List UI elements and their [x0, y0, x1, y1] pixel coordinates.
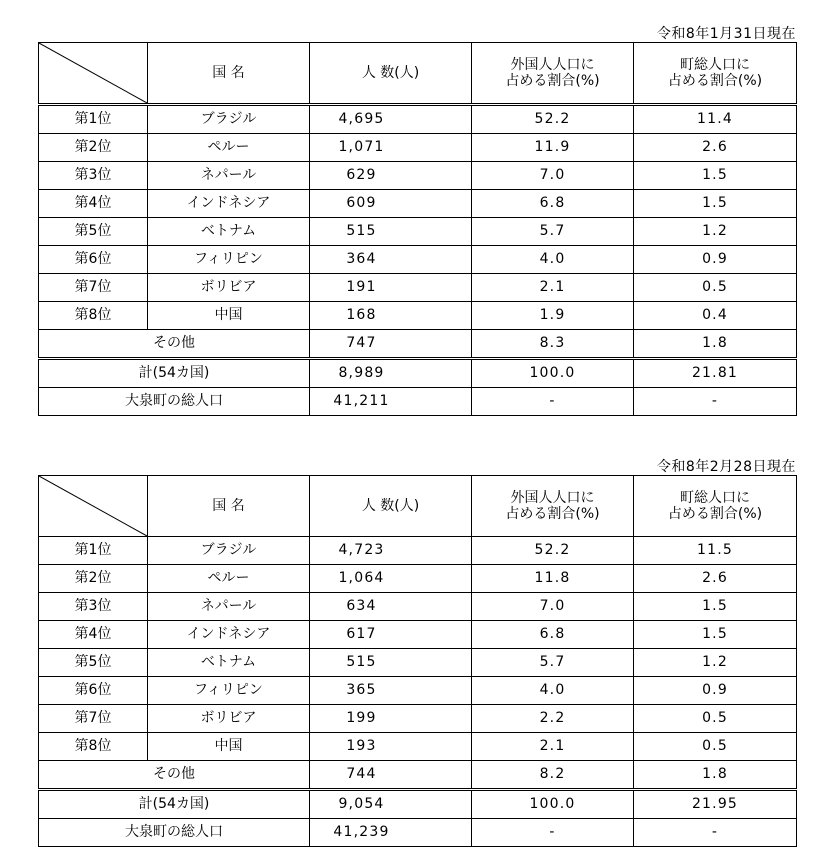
other-foreign-pct: 8.3 — [472, 330, 634, 359]
table-row — [39, 593, 797, 621]
town-town-pct: - — [634, 388, 797, 416]
country-cell: ネパール — [148, 593, 310, 621]
header-people: 人 数(人) — [310, 476, 472, 537]
header-town-ratio-line2: 占める割合(%) — [667, 73, 763, 89]
foreign-pct-cell: 5.7 — [472, 218, 634, 246]
country-cell: ベトナム — [148, 218, 310, 246]
country-cell: ペルー — [148, 565, 310, 593]
town-pct-cell: 1.5 — [634, 162, 797, 190]
header-foreign-ratio — [472, 43, 634, 105]
town-row — [39, 388, 797, 416]
header-foreign-ratio-line2: 占める割合(%) — [505, 506, 600, 522]
header-country: 国 名 — [148, 43, 310, 105]
table-row — [39, 218, 797, 246]
rank-cell: 第5位 — [39, 649, 148, 677]
total-label: 計(54カ国) — [39, 790, 310, 819]
table-row — [39, 274, 797, 302]
country-cell: 中国 — [148, 733, 310, 761]
diagonal-line — [39, 43, 147, 103]
total-foreign-pct: 100.0 — [472, 359, 634, 388]
people-cell: 168 — [310, 302, 472, 330]
header-town-ratio-line1: 町総人口に — [680, 489, 750, 506]
foreign-pct-cell: 7.0 — [472, 593, 634, 621]
total-row — [39, 790, 797, 819]
rank-cell: 第4位 — [39, 621, 148, 649]
country-cell: ブラジル — [148, 105, 310, 134]
country-cell: フィリピン — [148, 677, 310, 705]
rank-cell: 第1位 — [39, 105, 148, 134]
rank-cell: 第5位 — [39, 218, 148, 246]
country-cell: インドネシア — [148, 621, 310, 649]
foreign-pct-cell: 7.0 — [472, 162, 634, 190]
foreign-pct-cell: 52.2 — [472, 537, 634, 565]
table-row — [39, 246, 797, 274]
header-row — [39, 43, 797, 105]
rank-cell: 第3位 — [39, 162, 148, 190]
other-town-pct: 1.8 — [634, 761, 797, 790]
foreign-pct-cell: 4.0 — [472, 677, 634, 705]
other-people: 744 — [310, 761, 472, 790]
total-label: 計(54カ国) — [39, 359, 310, 388]
corner-cell — [39, 476, 148, 537]
table-row — [39, 537, 797, 565]
header-foreign-ratio-line1: 外国人人口に — [510, 489, 595, 506]
header-town-ratio — [634, 476, 797, 537]
people-cell: 365 — [310, 677, 472, 705]
total-people: 8,989 — [310, 359, 472, 388]
foreign-pct-cell: 5.7 — [472, 649, 634, 677]
table-row — [39, 190, 797, 218]
town-pct-cell: 11.4 — [634, 105, 797, 134]
country-cell: ボリビア — [148, 705, 310, 733]
people-cell: 629 — [310, 162, 472, 190]
town-pct-cell: 1.5 — [634, 621, 797, 649]
people-cell: 515 — [310, 218, 472, 246]
town-pct-cell: 0.5 — [634, 274, 797, 302]
town-town-pct: - — [634, 819, 797, 847]
town-pct-cell: 1.2 — [634, 649, 797, 677]
people-cell: 4,723 — [310, 537, 472, 565]
other-row — [39, 761, 797, 790]
other-label: その他 — [39, 330, 310, 359]
people-cell: 199 — [310, 705, 472, 733]
town-foreign-pct: - — [472, 388, 634, 416]
foreign-pct-cell: 1.9 — [472, 302, 634, 330]
town-pct-cell: 0.4 — [634, 302, 797, 330]
town-pct-cell: 2.6 — [634, 565, 797, 593]
rank-cell: 第2位 — [39, 565, 148, 593]
rank-cell: 第7位 — [39, 274, 148, 302]
rank-cell: 第8位 — [39, 302, 148, 330]
town-row — [39, 819, 797, 847]
other-row — [39, 330, 797, 359]
people-cell: 515 — [310, 649, 472, 677]
town-pct-cell: 0.5 — [634, 705, 797, 733]
header-people: 人 数(人) — [310, 43, 472, 105]
table-row — [39, 621, 797, 649]
header-foreign-ratio — [472, 476, 634, 537]
country-cell: 中国 — [148, 302, 310, 330]
country-cell: ベトナム — [148, 649, 310, 677]
table-row — [39, 302, 797, 330]
people-cell: 4,695 — [310, 105, 472, 134]
people-cell: 364 — [310, 246, 472, 274]
country-cell: ボリビア — [148, 274, 310, 302]
rank-cell: 第6位 — [39, 677, 148, 705]
people-cell: 634 — [310, 593, 472, 621]
foreign-pct-cell: 2.1 — [472, 733, 634, 761]
other-town-pct: 1.8 — [634, 330, 797, 359]
foreign-pct-cell: 6.8 — [472, 190, 634, 218]
table-date: 令和8年2月28日現在 — [656, 459, 796, 475]
foreign-pct-cell: 11.8 — [472, 565, 634, 593]
town-pct-cell: 1.2 — [634, 218, 797, 246]
people-cell: 191 — [310, 274, 472, 302]
people-cell: 609 — [310, 190, 472, 218]
header-country: 国 名 — [148, 476, 310, 537]
people-cell: 617 — [310, 621, 472, 649]
rank-cell: 第4位 — [39, 190, 148, 218]
table-row — [39, 162, 797, 190]
header-town-ratio-line2: 占める割合(%) — [667, 506, 763, 522]
town-pct-cell: 0.9 — [634, 677, 797, 705]
rank-cell: 第2位 — [39, 134, 148, 162]
population-table — [38, 42, 797, 416]
other-people: 747 — [310, 330, 472, 359]
table-row — [39, 677, 797, 705]
table-row — [39, 105, 797, 134]
header-town-ratio-line1: 町総人口に — [680, 56, 750, 73]
table-date: 令和8年1月31日現在 — [656, 26, 796, 42]
other-label: その他 — [39, 761, 310, 790]
country-cell: ブラジル — [148, 537, 310, 565]
table-row — [39, 565, 797, 593]
total-people: 9,054 — [310, 790, 472, 819]
header-row — [39, 476, 797, 537]
table-row — [39, 649, 797, 677]
town-pct-cell: 0.5 — [634, 733, 797, 761]
total-foreign-pct: 100.0 — [472, 790, 634, 819]
town-pct-cell: 2.6 — [634, 134, 797, 162]
town-pct-cell: 1.5 — [634, 593, 797, 621]
rank-cell: 第8位 — [39, 733, 148, 761]
header-foreign-ratio-line2: 占める割合(%) — [505, 73, 600, 89]
table-row — [39, 733, 797, 761]
town-pct-cell: 1.5 — [634, 190, 797, 218]
town-label: 大泉町の総人口 — [39, 388, 310, 416]
foreign-pct-cell: 2.1 — [472, 274, 634, 302]
people-cell: 193 — [310, 733, 472, 761]
country-cell: ネパール — [148, 162, 310, 190]
foreign-pct-cell: 2.2 — [472, 705, 634, 733]
table-row — [39, 705, 797, 733]
rank-cell: 第3位 — [39, 593, 148, 621]
town-people: 41,239 — [310, 819, 472, 847]
table-row — [39, 134, 797, 162]
foreign-pct-cell: 52.2 — [472, 105, 634, 134]
total-town-pct: 21.81 — [634, 359, 797, 388]
town-foreign-pct: - — [472, 819, 634, 847]
country-cell: ペルー — [148, 134, 310, 162]
rank-cell: 第6位 — [39, 246, 148, 274]
total-row — [39, 359, 797, 388]
foreign-pct-cell: 11.9 — [472, 134, 634, 162]
rank-cell: 第1位 — [39, 537, 148, 565]
people-cell: 1,064 — [310, 565, 472, 593]
diagonal-line — [39, 476, 147, 536]
town-pct-cell: 0.9 — [634, 246, 797, 274]
town-people: 41,211 — [310, 388, 472, 416]
country-cell: インドネシア — [148, 190, 310, 218]
town-pct-cell: 11.5 — [634, 537, 797, 565]
rank-cell: 第7位 — [39, 705, 148, 733]
people-cell: 1,071 — [310, 134, 472, 162]
country-cell: フィリピン — [148, 246, 310, 274]
foreign-pct-cell: 4.0 — [472, 246, 634, 274]
foreign-pct-cell: 6.8 — [472, 621, 634, 649]
other-foreign-pct: 8.2 — [472, 761, 634, 790]
population-table — [38, 475, 797, 847]
town-label: 大泉町の総人口 — [39, 819, 310, 847]
header-town-ratio — [634, 43, 797, 105]
corner-cell — [39, 43, 148, 105]
total-town-pct: 21.95 — [634, 790, 797, 819]
header-foreign-ratio-line1: 外国人人口に — [510, 56, 595, 73]
